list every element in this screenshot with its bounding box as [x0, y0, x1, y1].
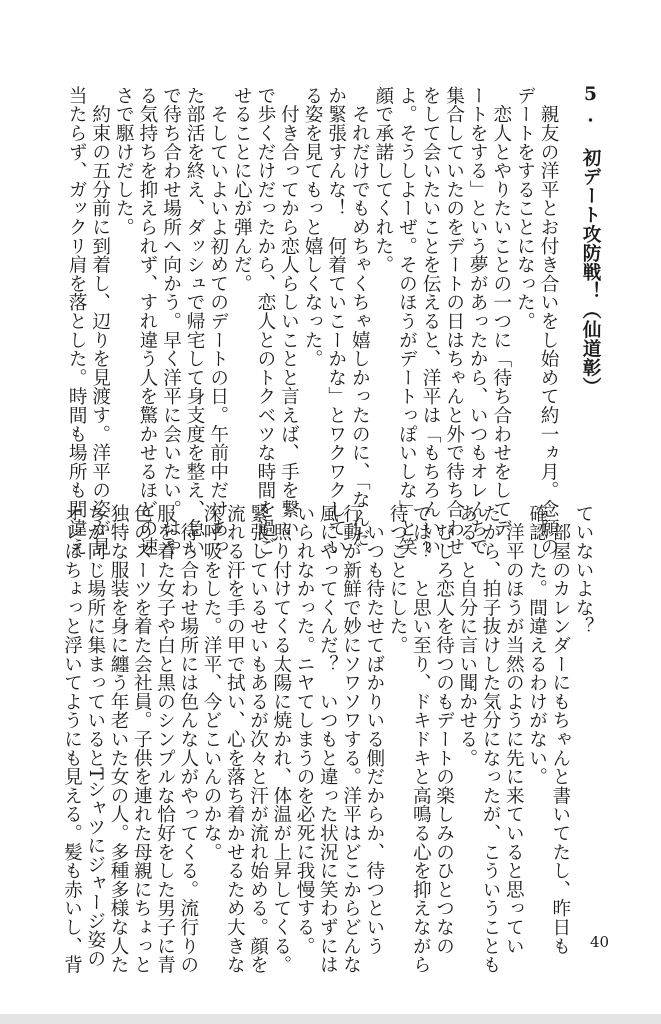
- text-line: か緊張すんな！ 何着ていこーかな」とワクワクしてい: [325, 86, 347, 556]
- chapter-number: 5.: [580, 84, 601, 127]
- text-line: ートをする」という夢があったから、いつもオレんちで: [467, 86, 489, 556]
- text-line: 約束の五分前に到着し、辺りを見渡す。洋平の姿が見: [89, 86, 111, 556]
- text-line: る気持ちを抑えられず、すれ違う人を驚かせるほどの速: [136, 86, 158, 556]
- chapter-title: 初デート攻防戦！（仙道彰）: [580, 147, 601, 397]
- text-line: 深呼吸をした。洋平、今どこいんのかな。: [201, 504, 222, 862]
- text-line: よ。そうしよーぜ。そのほうがデートっぽいしな」と笑: [396, 86, 418, 556]
- text-line: 色のスーツを着た会社員。子供を連れた母親にちょっと: [131, 504, 153, 974]
- text-line: それだけでもめちゃくちゃ嬉しかったのに、「なんだ: [349, 86, 371, 547]
- text-line: いられなかった。ニヤてしまうのを必死に我慢する。: [294, 504, 315, 956]
- text-line: ある、と自分に言い聞かせる。: [456, 504, 478, 768]
- text-line: 独特な服装を身に纏う年老いた女の人。多種多様な人た: [108, 504, 129, 974]
- text-line: 風にやってくんだ？ いつもと違った状況に笑わずには: [317, 504, 339, 974]
- text-line: 付き合ってから恋人らしいことと言えば、手を繋い: [278, 86, 300, 538]
- body-text-upper: [65, 86, 560, 556]
- text-line: 行動が新鮮で妙にソワソワする。洋平はどこからどんな: [340, 504, 362, 974]
- text-line: 確認した。間違えるわけがない。: [526, 504, 548, 786]
- text-line: で歩くだけだったから、恋人とのトクベツな時間を過ご: [254, 86, 276, 556]
- text-line: せることに心が弾んだ。: [231, 86, 253, 293]
- text-line: 親友の洋平とお付き合いをし始めて約一ヵ月。念願の: [538, 86, 559, 556]
- text-line: た部活を終え、ダッシュで帰宅して身支度を整え、急い: [184, 86, 206, 556]
- text-line: デートをすることになった。: [514, 86, 536, 331]
- text-line: をして会いたいことを伝えると、洋平は「もちろんいい: [420, 86, 442, 556]
- text-line: たから、拍子抜けした気分になったが、こういうことも: [480, 504, 501, 974]
- text-line: ていないよな？: [573, 504, 594, 636]
- text-line: で待ち合わせ場所へ向かう。早く洋平に会いたい。はや: [160, 86, 182, 556]
- text-line: 顔で承諾してくれた。: [372, 86, 394, 274]
- text-line: そしていよいよ初めてのデートの日。午前中だけあっ: [207, 86, 229, 556]
- body-text-lower: [60, 504, 595, 974]
- text-line: いつも待たせてばかりいる側だからか、待つという: [363, 504, 385, 956]
- text-line: むしろ恋人を待つのもデートの楽しみのひとつなの: [433, 504, 455, 956]
- text-line: 洋平のほうが当然のように先に来ていると思ってい: [503, 504, 525, 956]
- text-line: 待ち合わせ場所には色んな人がやってくる。流行りの: [177, 504, 199, 974]
- text-line: 当たらず、ガックリ肩を落とした。時間も場所も間違え: [66, 86, 88, 556]
- text-line: 部屋のカレンダーにもちゃんと書いてたし、昨日も: [549, 504, 571, 956]
- text-line: さで駆けだした。: [113, 86, 135, 237]
- text-line: 照り付けてくる太陽に焼かれ、体温が上昇してくる。: [270, 504, 292, 974]
- text-line: 恋人とやりたいことの一つに「待ち合わせをしてデ: [490, 86, 512, 538]
- chapter-heading: [577, 84, 603, 396]
- text-line: ちが同じ場所に集まっているとTシャツにジャージ姿の: [84, 504, 106, 968]
- text-line: オレはちょっと浮いてようにも見える。髪も赤いし、背: [61, 504, 83, 974]
- page-number: 40: [590, 933, 610, 951]
- page-bottom-edge: [0, 1014, 661, 1024]
- text-line: 流れる汗を手の甲で拭い、心を落ち着かせるため大きな: [224, 504, 246, 974]
- text-line: 緊張しているせいもあるが次々と汗が流れ始める。顔を: [247, 504, 269, 974]
- text-line: 服を着た女子や白と黒のシンプルな恰好をした男子に青: [154, 504, 176, 974]
- text-line: 集合していたのをデートの日はちゃんと外で待ち合わせ: [443, 86, 465, 556]
- text-line: 待つことにした。: [387, 504, 408, 655]
- text-line: では？ と思い至り、ドキドキと高鳴る心を抑えながら: [410, 504, 432, 974]
- text-line: る姿を見てもっと嬉しくなった。: [302, 86, 324, 368]
